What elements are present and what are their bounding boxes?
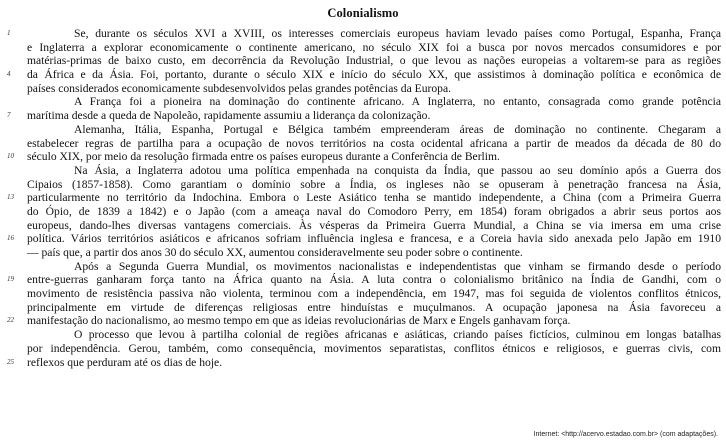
line-number: 1 (7, 29, 11, 37)
line-text: século XIX, por meio da resolução firmada entre os países europeus durante a Conferência de Berlim. (27, 150, 500, 164)
line-text: do Ópio, de 1839 a 1842) e o Japão (com a ameaça naval do Comodoro Perry, em 1854) foram obrigados a abrir seus portos aos (27, 204, 721, 218)
text-line (27, 54, 721, 68)
line-text: movimento de resistência passiva não violenta, terminou com a independência, em 1947, mas foi seguida de violentos conflitos étnicos, (27, 287, 721, 301)
text-line (7, 109, 721, 123)
line-text: Após a Segunda Guerra Mundial, os movimentos nacionalistas e independentistas que vinham se firmando desde o período (74, 259, 721, 273)
line-text: reflexos que perduram até os dias de hoje. (27, 355, 223, 369)
source-citation: Internet: <http://acervo.estadao.com.br> (com adaptações). (533, 431, 718, 438)
line-text: Na Ásia, a Inglaterra adotou uma política empenhada na conquista da Índia, que passou ao seu domínio após a Guerra dos (74, 163, 721, 177)
text-line (27, 137, 721, 151)
text-line (7, 355, 721, 370)
text-line (7, 314, 721, 328)
text-line (7, 27, 721, 41)
line-text: estabelecer regras de partilha para a ocupação de novos territórios na costa ocidental africana a partir de meados da década de 80 do (27, 136, 721, 150)
line-text: O processo que levou à partilha colonial de regiões africanas e asiáticas, criando países fictícios, culminou em longas batalhas (74, 328, 721, 342)
text-line (27, 95, 721, 109)
line-text: particularmente no território da Indochina. Embora o Leste Asiático tenha se mantido independente, a China (com a Primeira Guerra (27, 191, 721, 205)
line-number: 22 (7, 316, 14, 325)
text-line (27, 205, 721, 219)
text-line (27, 260, 721, 274)
text-line (7, 273, 721, 287)
text-line (27, 246, 721, 260)
text-line (27, 328, 721, 342)
line-text: por independência. Gerou, também, como consequência, movimentos separatistas, conflitos étnicos e religiosos, e guerras civis, com (27, 341, 721, 355)
line-text: Se, durante os séculos XVI a XVIII, os interesses comerciais europeus haviam levado países como Portugal, Espanha, França (74, 27, 721, 40)
text-line (7, 232, 721, 246)
line-text: A França foi a pioneira na dominação do continente africano. A Inglaterra, no entanto, consagrada como grande potência (74, 95, 721, 109)
text-line (27, 123, 721, 137)
text-line (27, 164, 721, 178)
line-text: entre-guerras ganharam força tanto na África quanto na Ásia. A luta contra o colonialismo britânico na Índia de Gandhi, com o (27, 273, 721, 287)
line-text: europeus, dando-lhes diversas vantagens comerciais. Às vésperas da Primeira Guerra Mundial, a China se via imersa em uma crise (27, 218, 721, 232)
line-number: 13 (7, 193, 14, 202)
line-number: 25 (7, 357, 14, 366)
line-text: Cipaios (1857-1858). Como garantiam o domínio sobre a Índia, os ingleses não se opuseram à penetração francesa na Ásia, (27, 177, 721, 191)
line-number: 19 (7, 275, 14, 284)
line-number: 10 (7, 152, 14, 161)
text-body (7, 27, 721, 369)
text-line (7, 191, 721, 205)
line-text: — país que, a partir dos anos 30 do século XX, aumentou consideravelmente seu poder sobre o continente. (27, 246, 523, 259)
line-number: 4 (7, 70, 11, 79)
text-line (27, 178, 721, 192)
line-text: manifestação do nacionalismo, ao mesmo tempo em que as ideias revolucionárias de Marx e Engels ganhavam força. (27, 314, 571, 328)
line-number: 7 (7, 111, 11, 120)
text-line (7, 68, 721, 82)
text-line (27, 287, 721, 301)
line-text: e Inglaterra a explorar economicamente o continente americano, no século XIX foi a busca por novos mercados consumidores e por (27, 40, 721, 54)
line-text: Alemanha, Itália, Espanha, Portugal e Bélgica também empreenderam áreas de dominação no continente. Chegaram a (74, 122, 721, 136)
line-text: países considerados economicamente subdesenvolvidos pelas grandes potências da Europa. (27, 81, 452, 95)
line-number: 16 (7, 234, 14, 243)
line-text: matérias-primas de baixo custo, em decorrência da Revolução Industrial, o que levou as nações europeias a voltarem-se para as regiões (27, 54, 721, 68)
line-text: política. Vários territórios asiáticos e africanos sofriam influência inglesa e francesa, e a Coreia havia sido anexada pelo Japão em 1910 (27, 232, 721, 246)
text-line (27, 82, 721, 96)
text-line (27, 41, 721, 55)
text-line (27, 219, 721, 233)
line-text: da África e da Ásia. Foi, portanto, durante o século XIX e início do século XX, que assistimos à dominação política e econômica de (27, 68, 721, 82)
text-line (27, 342, 721, 356)
text-line (27, 301, 721, 315)
line-text: principalmente em virtude de diferenças religiosas entre hinduístas e muçulmanos. A ocupação japonesa na Ásia favoreceu a (27, 300, 721, 314)
line-text: marítima desde a queda de Napoleão, rapidamente assumiu a liderança da colonização. (27, 109, 431, 123)
text-line (7, 150, 721, 164)
document-title: Colonialismo (327, 6, 399, 20)
